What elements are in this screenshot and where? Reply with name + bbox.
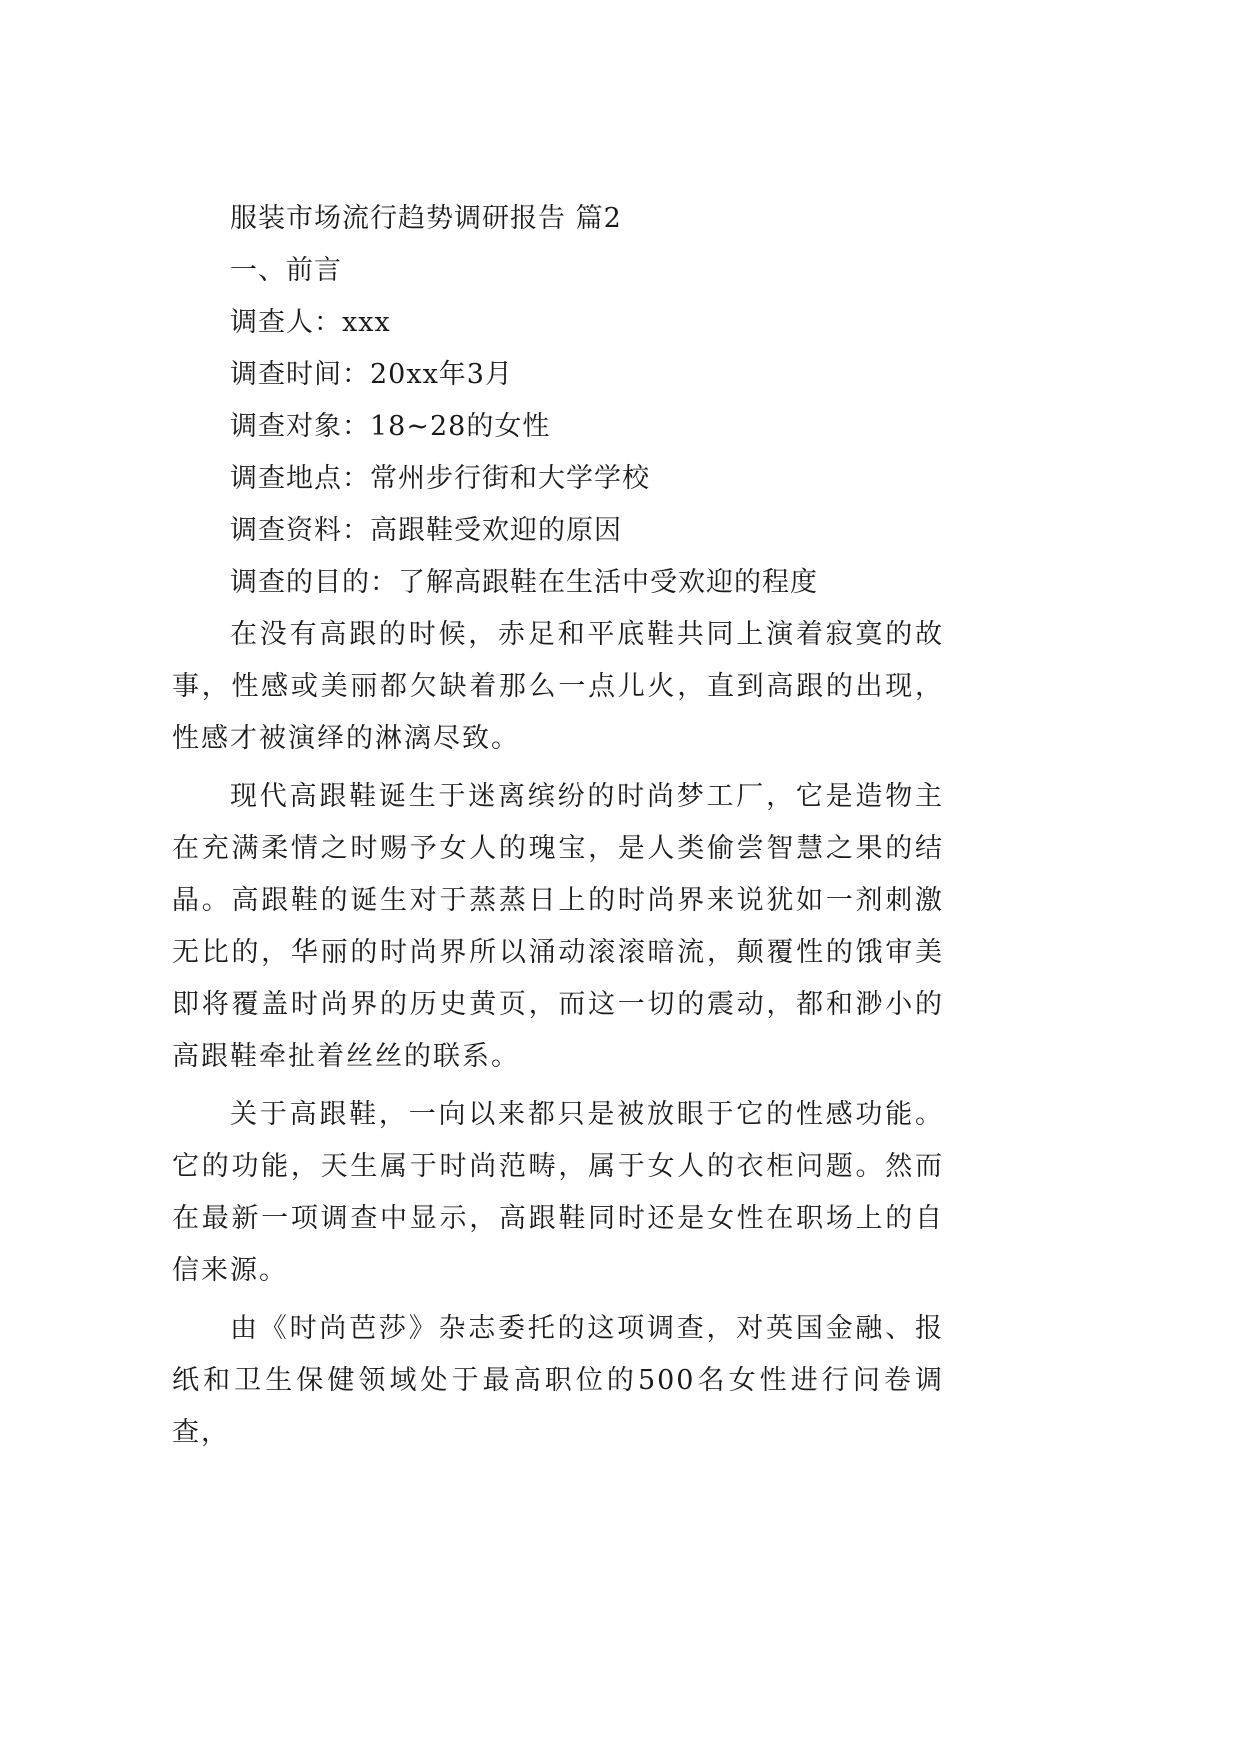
info-line-material: 调查资料：高跟鞋受欢迎的原因	[230, 515, 622, 546]
body-paragraph: 由《时尚芭莎》杂志委托的这项调查，对英国金融、报纸和卫生保健领域处于最高职位的500名女性进行问卷调查，	[172, 1313, 944, 1448]
section-heading: 一、前言	[230, 255, 342, 286]
document-body	[172, 193, 944, 1459]
info-line-time: 调查时间：20xx年3月	[230, 359, 513, 390]
document-title: 服装市场流行趋势调研报告 篇2	[230, 203, 622, 234]
body-paragraph: 关于高跟鞋，一向以来都只是被放眼于它的性感功能。它的功能，天生属于时尚范畴，属于女人的衣柜问题。然而在最新一项调查中显示，高跟鞋同时还是女性在职场上的自信来源。	[172, 1099, 944, 1286]
info-line-purpose: 调查的目的：了解高跟鞋在生活中受欢迎的程度	[230, 567, 818, 598]
info-line-subject: 调查对象：18~28的女性	[230, 411, 551, 442]
body-paragraph: 现代高跟鞋诞生于迷离缤纷的时尚梦工厂，它是造物主在充满柔情之时赐予女人的瑰宝，是人类偷尝智慧之果的结晶。高跟鞋的诞生对于蒸蒸日上的时尚界来说犹如一剂刺激无比的，华丽的时尚界所以涌动滚滚暗流，颠覆性的饿审美即将覆盖时尚界的历史黄页，而这一切的震动，都和渺小的高跟鞋牵扯着丝丝的联系。	[172, 781, 944, 1072]
info-line-investigator: 调查人：xxx	[230, 307, 391, 338]
info-line-location: 调查地点：常州步行街和大学学校	[230, 463, 650, 494]
body-paragraph: 在没有高跟的时候，赤足和平底鞋共同上演着寂寞的故事，性感或美丽都欠缺着那么一点儿火，直到高跟的出现，性感才被演绎的淋漓尽致。	[172, 619, 944, 754]
